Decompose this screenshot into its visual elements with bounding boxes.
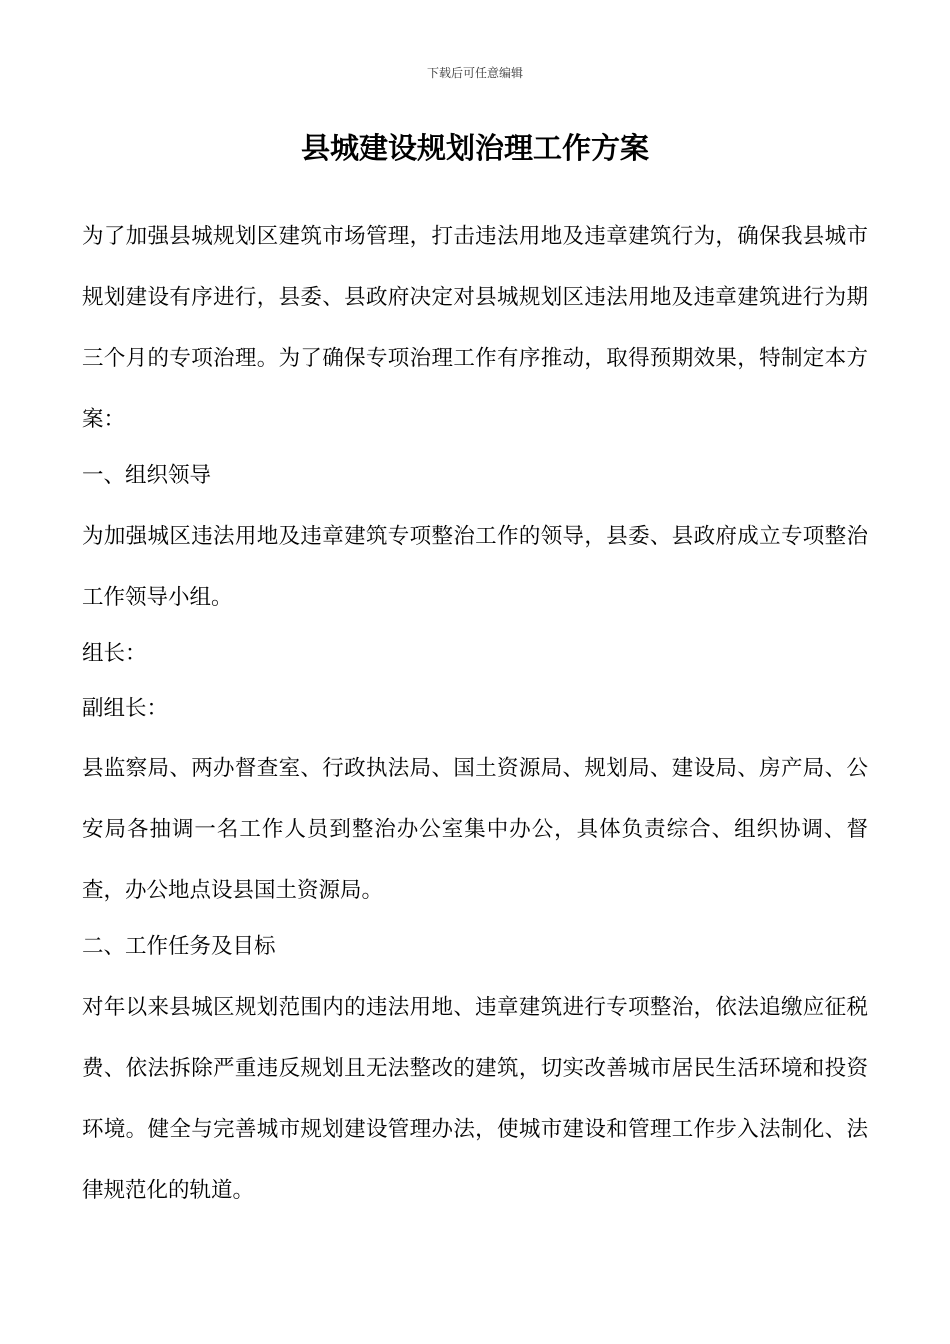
- section-heading-tasks: 二、工作任务及目标: [82, 934, 276, 959]
- deputy-leader-line: 副组长：: [82, 696, 169, 721]
- section-heading-organization: 一、组织领导: [82, 463, 212, 488]
- intro-paragraph: 为了加强县城规划区建筑市场管理，打击违法用地及违章建筑行为，确保我县城市规划建设有序进行，县委、县政府决定对县城规划区违法用地及违章建筑进行为期三个月的专项治理。为了确保专项治理工作有序推动，取得预期效果，特制定本方案：: [82, 224, 868, 432]
- members-paragraph: 县监察局、两办督查室、行政执法局、国土资源局、规划局、建设局、房产局、公安局各抽调一名工作人员到整治办公室集中办公，具体负责综合、组织协调、督查，办公地点设县国土资源局。: [82, 756, 868, 903]
- document-title: 县城建设规划治理工作方案: [300, 131, 649, 165]
- header-note: 下载后可任意编辑: [426, 66, 523, 80]
- leader-line: 组长：: [82, 641, 147, 666]
- document-body: [82, 206, 868, 1221]
- organization-paragraph: 为加强城区违法用地及违章建筑专项整治工作的领导，县委、县政府成立专项整治工作领导小组。: [82, 524, 868, 610]
- tasks-paragraph: 对年以来县城区规划范围内的违法用地、违章建筑进行专项整治，依法追缴应征税费、依法拆除严重违反规划且无法整改的建筑，切实改善城市居民生活环境和投资环境。健全与完善城市规划建设管理办法，使城市建设和管理工作步入法制化、法律规范化的轨道。: [82, 995, 868, 1203]
